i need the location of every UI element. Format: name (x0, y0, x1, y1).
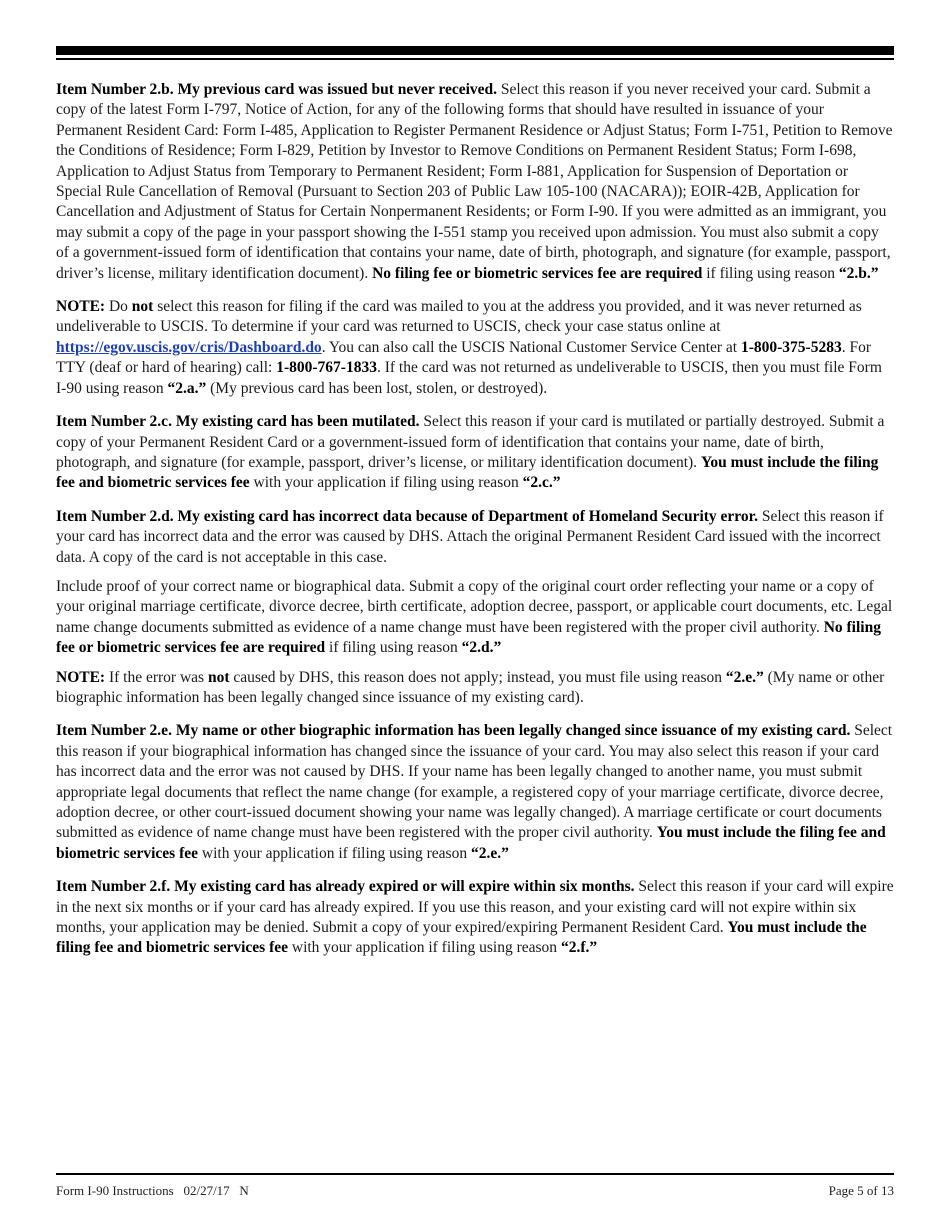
item-2d-paragraph: Item Number 2.d. My existing card has incorrect data because of Department of Homeland Security error. Select this reason if your card has incorrect data and the error was caused by DHS. Attach the original Permanent Resident Card issued with the incorrect data. A copy of the card is not acceptable in this case. (56, 507, 884, 566)
footer-rule (56, 1173, 894, 1175)
item-2f-heading: Item Number 2.f. My existing card has already expired or will expire within six months. (56, 878, 635, 896)
item-2b-heading: Item Number 2.b. My previous card was issued but never received. (56, 81, 498, 98)
case-status-link[interactable]: https://egov.uscis.gov/cris/Dashboard.do (56, 338, 322, 356)
header-rule-thick (56, 46, 894, 55)
item-2d-proof-paragraph: Include proof of your correct name or biographical data. Submit a copy of the original court order reflecting your name or a copy of your original marriage certificate, divorce decree, birth certificate, adoption decree, passport, or applicable court documents, etc. Legal name change documents submitted as evidence of a name change must have been registered with the proper civil authority. No filing fee or biometric services fee are required if filing using reason “2.d.” (56, 577, 893, 657)
item-2b-paragraph: Item Number 2.b. My previous card was issued but never received. Select this reason if you never received your card. Submit a copy of the latest Form I-797, Notice of Action, for any of the following forms that should have resulted in issuance of your Permanent Resident Card: Form I-485, Application to Register Permanent Residence or Adjust Status; Form I-751, Petition to Remove the Conditions of Residence; Form I-829, Petition by Investor to Remove Conditions on Permanent Resident Status; Form I-698, Application to Adjust Status from Temporary to Permanent Resident; Form I-881, Application for Suspension of Deportation or Special Rule Cancellation of Removal (Pursuant to Section 203 of Public Law 105-100 (NACARA)); EOIR-42B, Application for Cancellation and Adjustment of Status for Certain Nonpermanent Residents; or Form I-90. If you were admitted as an immigrant, you may submit a copy of the page in your passport showing the I-551 stamp you received upon admission. You must also submit a copy of a government-issued form of identification that contains your name, date of birth, photograph, and signature (for example, passport, driver’s license, military identification document). No filing fee or biometric services fee are required if filing using reason “2.b.” (56, 81, 893, 282)
item-2e-paragraph: Item Number 2.e. My name or other biographic information has been legally changed since issuance of my existing card. Select this reason if your biographical information has changed since the issuance of your card. You may also select this reason if your card has incorrect data and the error was not caused by DHS. If your name has been legally changed to another name, you must submit appropriate legal documents that reflect the name change (for example, a registered copy of your marriage certificate, divorce decree, adoption decree, or other court-issued document showing your name was legally changed). A marriage certificate or court documents submitted as evidence of name change must have been registered with the proper civil authority. You must include the filing fee and biometric services fee with your application if filing using reason “2.e.” (56, 722, 893, 862)
customer-service-phone: 1-800-375-5283 (740, 338, 842, 356)
tty-phone: 1-800-767-1833 (276, 359, 377, 377)
header-rule-thin (56, 58, 894, 60)
item-2d-heading: Item Number 2.d. My existing card has incorrect data because of Department of Homeland Security error. (56, 507, 758, 525)
note-2b-paragraph: NOTE: Do not select this reason for filing if the card was mailed to you at the address you provided, and it was never returned as undeliverable to USCIS. To determine if your card was returned to USCIS, check your case status online at https://egov.uscis.gov/cris/Dashboard.do. You can also call the USCIS National Customer Service Center at 1-800-375-5283. For TTY (deaf or hard of hearing) call: 1-800-767-1833. If the card was not returned as undeliverable to USCIS, then you must file Form I-90 using reason “2.a.” (My previous card has been lost, stolen, or destroyed). (56, 298, 882, 397)
item-2f-paragraph: Item Number 2.f. My existing card has already expired or will expire within six months. Select this reason if your card will expire in the next six months or if your card has already expired. If you use this reason, and your existing card will not expire within six months, your application may be denied. Submit a copy of your expired/expiring Permanent Resident Card. You must include the filing fee and biometric services fee with your application if filing using reason “2.f.” (56, 878, 894, 957)
instructions-body (56, 80, 894, 968)
item-2e-heading: Item Number 2.e. My name or other biographic information has been legally changed since issuance of my existing card. (56, 722, 851, 740)
note-label: NOTE: (56, 298, 106, 316)
item-2c-heading: Item Number 2.c. My existing card has been mutilated. (56, 413, 420, 431)
page-number: Page 5 of 13 (828, 1183, 894, 1198)
note-label: NOTE: (56, 668, 106, 686)
item-2c-paragraph: Item Number 2.c. My existing card has been mutilated. Select this reason if your card is mutilated or partially destroyed. Submit a copy of your Permanent Resident Card or a government-issued form of identification that contains your name, date of birth, photograph, and signature (for example, passport, driver’s license, or military identification document). You must include the filing fee and biometric services fee with your application if filing using reason “2.c.” (56, 413, 885, 492)
note-2d-paragraph: NOTE: If the error was not caused by DHS, this reason does not apply; instead, you must file using reason “2.e.” (My name or other biographic information has been legally changed since issuance of my existing card). (56, 668, 885, 706)
form-identifier: Form I-90 Instructions 02/27/17 N (56, 1183, 249, 1198)
